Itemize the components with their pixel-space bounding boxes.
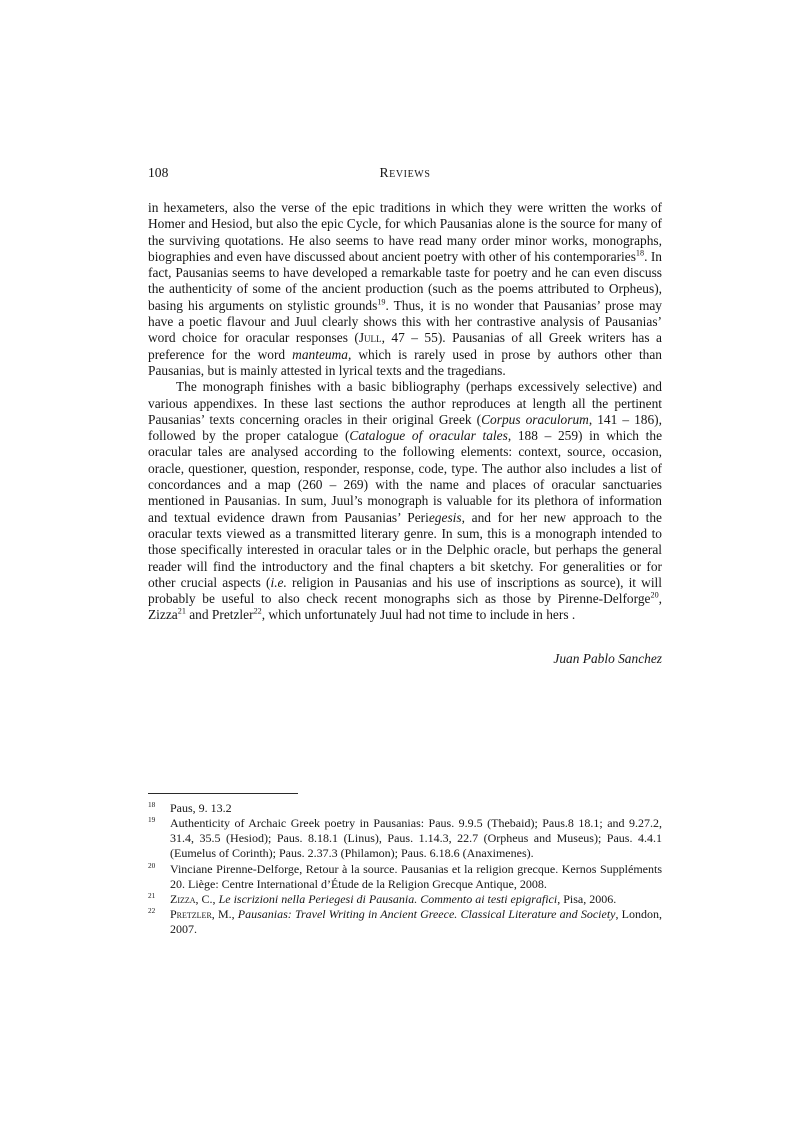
footnote-text [170,892,662,907]
running-title: Reviews [379,165,431,180]
footnotes-list [148,801,662,938]
text-segment-smallcaps: Jull [358,330,382,346]
text-segment: Vinciane Pirenne-Delforge, Retour à la source. Pausanias et la religion grecque. Kernos Suppléments 20. Liège: Centre International d’Étude de la Religion Grecque Antique, 2008. [170,861,662,891]
text-segment-italic: Corpus oraculorum [481,411,589,427]
text-segment: . Thus, it is no wonder that Pausanias’ prose may have a poetic flavour and Juul clearly shows this with her contrastive analysis of Pausanias’ word choice for oracular responses ( [148,297,662,346]
text-segment: . In fact, Pausanias seems to have developed a remarkable taste for poetry and he can even discuss the authenticity of some of the ancient production (such as the poems attributed to Orpheus), basing his arguments on stylistic grounds [148,248,662,313]
text-segment-italic: manteuma, [292,346,352,362]
footnote-number: 20 [148,860,156,870]
footnote-text [170,907,662,937]
footnote-number: 21 [148,890,156,900]
text-segment: , Zizza [148,591,662,623]
text-segment: religion in Pausanias and his use of inscriptions as source), it will probably be useful to also check recent monographs sich as those by Pirenne-Delforge [148,574,663,607]
footnote-ref: 21 [177,606,186,616]
text-segment-italic: Catalogue of oracular tales [349,428,508,444]
text-segment: in hexameters, also the verse of the epic traditions in which they were written the works of Homer and Hesiod, but also the epic Cycle, for which Pausanias alone is the source for many of the surviving quotations. He also seems to have read many order minor works, monographs, biographies and even have discussed about ancient poetry with other of his contemporaries [148,200,662,264]
footnote [148,801,662,816]
text-segment: , London, 2007. [170,907,662,937]
text-segment: , Pisa, 2006. [557,891,617,906]
text-segment: Authenticity of Archaic Greek poetry in Pausanias: Paus. 9.9.5 (Thebaid); Paus.8 18.1; and 9.27.2, 31.4, 35.5 (Hesiod); Paus. 8.18.1 (Linus), Paus. 1.14.3, 22.7 (Orpheus and Museus); Paus. 4.4.1 (Eumelus of Corinth); Paus. 2.37.3 (Philamon); Paus. 6.18.6 (Anaximenes). [170,815,662,861]
text-segment-italic: Pausanias: Travel Writing in Ancient Greece. Classical Literature and Society [237,907,616,922]
text-segment-smallcaps: Zizza [170,891,196,906]
text-segment: , 141 – 186), followed by the proper catalogue ( [148,411,662,444]
footnote-number: 22 [148,906,156,916]
paragraph [148,379,662,623]
text-segment: , 47 – 55). Pausanias of all Greek writers has a preference for the word [148,330,662,362]
text-segment: and Pretzler [185,607,254,623]
text-segment: The monograph finishes with a basic bibliography (perhaps excessively selective) and various appendixes. In these last sections the author reproduces at length all the pertinent Pausanias’ texts concerning oracles in their original Greek ( [148,379,662,427]
text-segment-italic: i.e. [270,574,287,590]
text-segment: , and for her new approach to the oracular texts viewed as a transmitted literary genre. In sum, this is a monograph intended to those specifically interested in oracular tales or in the Delphic oracle, but perhaps the general reader will find the introductory and the final chapters a bit sketchy. For generalities or for other crucial aspects ( [148,509,662,590]
footnotes-section [148,793,662,938]
footnote [148,862,662,892]
text-segment: Paus, 9. 13.2 [170,800,232,815]
text-segment: , M., [211,907,238,922]
footnote [148,816,662,862]
author-signature: Juan Pablo Sanchez [553,650,662,666]
paragraph [148,200,662,379]
footnote-text [170,801,662,816]
page-number: 108 [148,165,169,180]
footnote-number: 18 [148,799,156,809]
text-segment: which is rarely used in prose by authors other than Pausanias, but is mainly attested in lyrical texts and the tragedians. [148,346,662,378]
text-segment-smallcaps: Pretzler [170,907,212,922]
footnote-text [170,862,662,892]
footnote-separator [148,793,298,794]
footnote-ref: 22 [253,606,262,616]
footnote-ref: 20 [650,590,659,600]
body-paragraphs [148,200,662,624]
text-segment-italic: Le iscrizioni nella Periegesi di Pausania. Commento ai testi epigrafici [218,891,558,906]
footnote [148,907,662,937]
page-header [148,165,662,181]
footnote-text [170,816,662,862]
footnote-ref: 19 [377,297,386,307]
text-segment-italic: egesis [428,509,462,525]
text-segment: , C., [195,891,219,906]
footnote-ref: 18 [635,248,645,258]
text-segment: , which unfortunately Juul had not time to include in hers . [261,607,576,623]
footnote-number: 19 [148,814,156,824]
text-segment: , 188 – 259) in which the oracular tales are analysed according to the following elements: context, source, occasion, oracle, questioner, question, responder, response, code, type. The author also includes a list of concordances and a map (260 – 269) with the name and places of oracular sanctuaries mentioned in Pausanias. In sum, Juul’s monograph is valuable for its plethora of information and textual evidence drawn from Pausanias’ Peri [148,428,663,525]
footnote [148,892,662,907]
